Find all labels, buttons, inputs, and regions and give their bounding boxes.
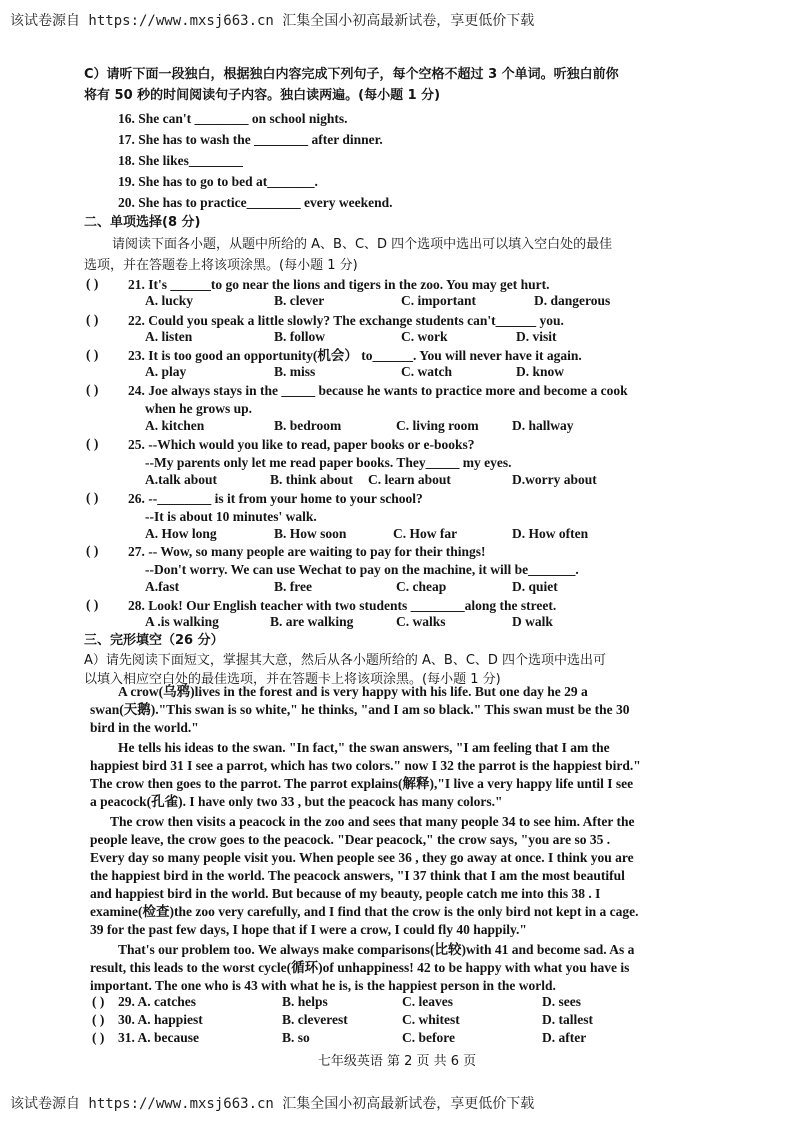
- section-c-intro-2: 将有 50 秒的时间阅读句子内容。独白读两遍。(每小题 1 分): [84, 88, 441, 103]
- answer-paren-30[interactable]: ( ): [92, 1012, 105, 1027]
- answer-paren-22[interactable]: ( ): [86, 312, 99, 327]
- q29-option-d: D. sees: [542, 994, 581, 1009]
- page-footer: 七年级英语 第 2 页 共 6 页: [317, 1054, 477, 1069]
- q27-option-a: A.fast: [145, 579, 180, 594]
- q27-option-b: B. free: [274, 579, 312, 594]
- answer-paren-31[interactable]: ( ): [92, 1030, 105, 1045]
- passage-line-6: The crow then goes to the parrot. The parrot explains(解释),"I live a very happy life until I see: [90, 776, 634, 791]
- q28-option-a: A .is walking: [145, 614, 219, 629]
- q25-option-c: C. learn about: [368, 472, 451, 487]
- q22-option-b: B. follow: [274, 329, 326, 344]
- passage-line-1: A crow(乌鸦)lives in the forest and is very happy with his life. But one day he 29 a: [118, 684, 588, 699]
- q22-option-d: D. visit: [516, 329, 557, 344]
- passage-line-8: The crow then visits a peacock in the zoo and sees that many people 34 to see him. After the: [110, 814, 635, 829]
- question-25-line-2: --My parents only let me read paper books. They_____ my eyes.: [145, 455, 512, 470]
- q29-option-b: B. helps: [282, 994, 328, 1009]
- q25-option-b: B. think about: [270, 472, 353, 487]
- q24-option-d: D. hallway: [512, 418, 574, 433]
- q23-option-c: C. watch: [401, 364, 452, 379]
- listening-item-18: 18. She likes________: [118, 153, 243, 168]
- listening-item-17: 17. She has to wash the ________ after dinner.: [118, 132, 383, 147]
- q30-option-c: C. whitest: [402, 1012, 460, 1027]
- question-28: 28. Look! Our English teacher with two students ________along the street.: [128, 598, 557, 613]
- passage-line-16: result, this leads to the worst cycle(循环)of unhappiness! 42 to be happy with what you have is: [90, 960, 630, 975]
- passage-line-17: important. The one who is 43 with what he is, is the happiest person in the world.: [90, 978, 556, 993]
- q21-option-c: C. important: [401, 293, 476, 308]
- passage-line-11: the happiest bird in the world. The peacock answers, "I 37 think that I am the most beautiful: [90, 868, 625, 883]
- q21-option-a: A. lucky: [145, 293, 194, 308]
- q24-option-c: C. living room: [396, 418, 479, 433]
- question-26-line-2: --It is about 10 minutes' walk.: [145, 509, 317, 524]
- answer-paren-25[interactable]: ( ): [86, 436, 99, 451]
- q23-option-d: D. know: [516, 364, 565, 379]
- answer-paren-21[interactable]: ( ): [86, 276, 99, 291]
- passage-line-5: happiest bird 31 I see a parrot, which has two colors." now I 32 the parrot is the happiest bird.": [90, 758, 641, 773]
- question-24-line-2: when he grows up.: [145, 401, 253, 416]
- source-banner-top: 该试卷源自 https://www.mxsj663.cn 汇集全国小初高最新试卷，享更低价下载: [10, 13, 535, 29]
- section-2-intro-2: 选项，并在答题卷上将该项涂黑。(每小题 1 分): [84, 258, 358, 273]
- q31-option-c: C. before: [402, 1030, 455, 1045]
- section-2-heading: 二、单项选择(8 分): [84, 215, 201, 230]
- question-27-line-2: --Don't worry. We can use Wechat to pay on the machine, it will be_______.: [145, 562, 579, 577]
- q25-option-d: D.worry about: [512, 472, 597, 487]
- q27-option-d: D. quiet: [512, 579, 558, 594]
- answer-paren-28[interactable]: ( ): [86, 597, 99, 612]
- answer-paren-27[interactable]: ( ): [86, 543, 99, 558]
- q31-option-a: 31. A. because: [118, 1030, 199, 1045]
- q29-option-a: 29. A. catches: [118, 994, 196, 1009]
- answer-paren-29[interactable]: ( ): [92, 994, 105, 1009]
- passage-line-14: 39 for the past few days, I hope that if I were a crow, I could fly 40 happily.": [90, 922, 527, 937]
- question-24: 24. Joe always stays in the _____ because he wants to practice more and become a cook: [128, 383, 628, 398]
- answer-paren-26[interactable]: ( ): [86, 490, 99, 505]
- section-3-intro-1: A）请先阅读下面短文，掌握其大意，然后从各小题所给的 A、B、C、D 四个选项中选出可: [84, 653, 607, 668]
- q31-option-b: B. so: [282, 1030, 310, 1045]
- passage-line-12: and happiest bird in the world. But because of my beauty, people catch me into this 38 . I: [90, 886, 601, 901]
- answer-paren-23[interactable]: ( ): [86, 347, 99, 362]
- passage-line-4: He tells his ideas to the swan. "In fact," the swan answers, "I am feeling that I am the: [118, 740, 610, 755]
- q30-option-a: 30. A. happiest: [118, 1012, 203, 1027]
- question-22: 22. Could you speak a little slowly? The exchange students can't______ you.: [128, 313, 564, 328]
- listening-item-20: 20. She has to practice________ every weekend.: [118, 195, 393, 210]
- question-21: 21. It's ______to go near the lions and tigers in the zoo. You may get hurt.: [128, 277, 550, 292]
- q30-option-d: D. tallest: [542, 1012, 593, 1027]
- passage-line-2: swan(天鹅)."This swan is so white," he thinks, "and I am so black." This swan must be the 30: [90, 702, 630, 717]
- q26-option-a: A. How long: [145, 526, 217, 541]
- passage-line-13: examine(检查)the zoo very carefully, and I find that the crow is the only bird not kept in a cage.: [90, 904, 639, 919]
- section-c-intro-1: C）请听下面一段独白，根据独白内容完成下列句子，每个空格不超过 3 个单词。听独白前你: [84, 67, 619, 82]
- q24-option-b: B. bedroom: [274, 418, 342, 433]
- question-26: 26. --________ is it from your home to your school?: [128, 491, 423, 506]
- q30-option-b: B. cleverest: [282, 1012, 348, 1027]
- question-27: 27. -- Wow, so many people are waiting to pay for their things!: [128, 544, 486, 559]
- source-banner-bottom: 该试卷源自 https://www.mxsj663.cn 汇集全国小初高最新试卷，享更低价下载: [10, 1096, 535, 1112]
- q23-option-b: B. miss: [274, 364, 316, 379]
- listening-item-19: 19. She has to go to bed at_______.: [118, 174, 318, 189]
- q28-option-d: D walk: [512, 614, 553, 629]
- passage-line-10: Every day so many people visit you. When people see 36 , they go away at once. I think you are: [90, 850, 634, 865]
- q24-option-a: A. kitchen: [145, 418, 205, 433]
- question-25: 25. --Which would you like to read, paper books or e-books?: [128, 437, 475, 452]
- q29-option-c: C. leaves: [402, 994, 453, 1009]
- q21-option-b: B. clever: [274, 293, 325, 308]
- q31-option-d: D. after: [542, 1030, 587, 1045]
- section-3-heading: 三、完形填空（26 分）: [84, 633, 224, 648]
- q28-option-b: B. are walking: [270, 614, 354, 629]
- q26-option-b: B. How soon: [274, 526, 347, 541]
- passage-line-7: a peacock(孔雀). I have only two 33 , but the peacock has many colors.": [90, 794, 503, 809]
- q22-option-a: A. listen: [145, 329, 193, 344]
- answer-paren-24[interactable]: ( ): [86, 382, 99, 397]
- q21-option-d: D. dangerous: [534, 293, 611, 308]
- q26-option-d: D. How often: [512, 526, 589, 541]
- passage-line-15: That's our problem too. We always make comparisons(比较)with 41 and become sad. As a: [118, 942, 635, 957]
- q25-option-a: A.talk about: [145, 472, 218, 487]
- section-3-intro-2: 以填入相应空白处的最佳选项，并在答题卡上将该项涂黑。(每小题 1 分): [84, 672, 501, 687]
- q23-option-a: A. play: [145, 364, 187, 379]
- section-2-intro-1: 请阅读下面各小题，从题中所给的 A、B、C、D 四个选项中选出可以填入空白处的最佳: [112, 237, 613, 252]
- q27-option-c: C. cheap: [396, 579, 447, 594]
- q28-option-c: C. walks: [396, 614, 446, 629]
- question-23: 23. It is too good an opportunity(机会） to______. You will never have it again.: [128, 348, 582, 363]
- q22-option-c: C. work: [401, 329, 448, 344]
- listening-item-16: 16. She can't ________ on school nights.: [118, 111, 348, 126]
- passage-line-3: bird in the world.": [90, 720, 199, 735]
- passage-line-9: people leave, the crow goes to the peacock. "Dear peacock," the crow says, "you are so 35 .: [90, 832, 611, 847]
- q26-option-c: C. How far: [393, 526, 458, 541]
